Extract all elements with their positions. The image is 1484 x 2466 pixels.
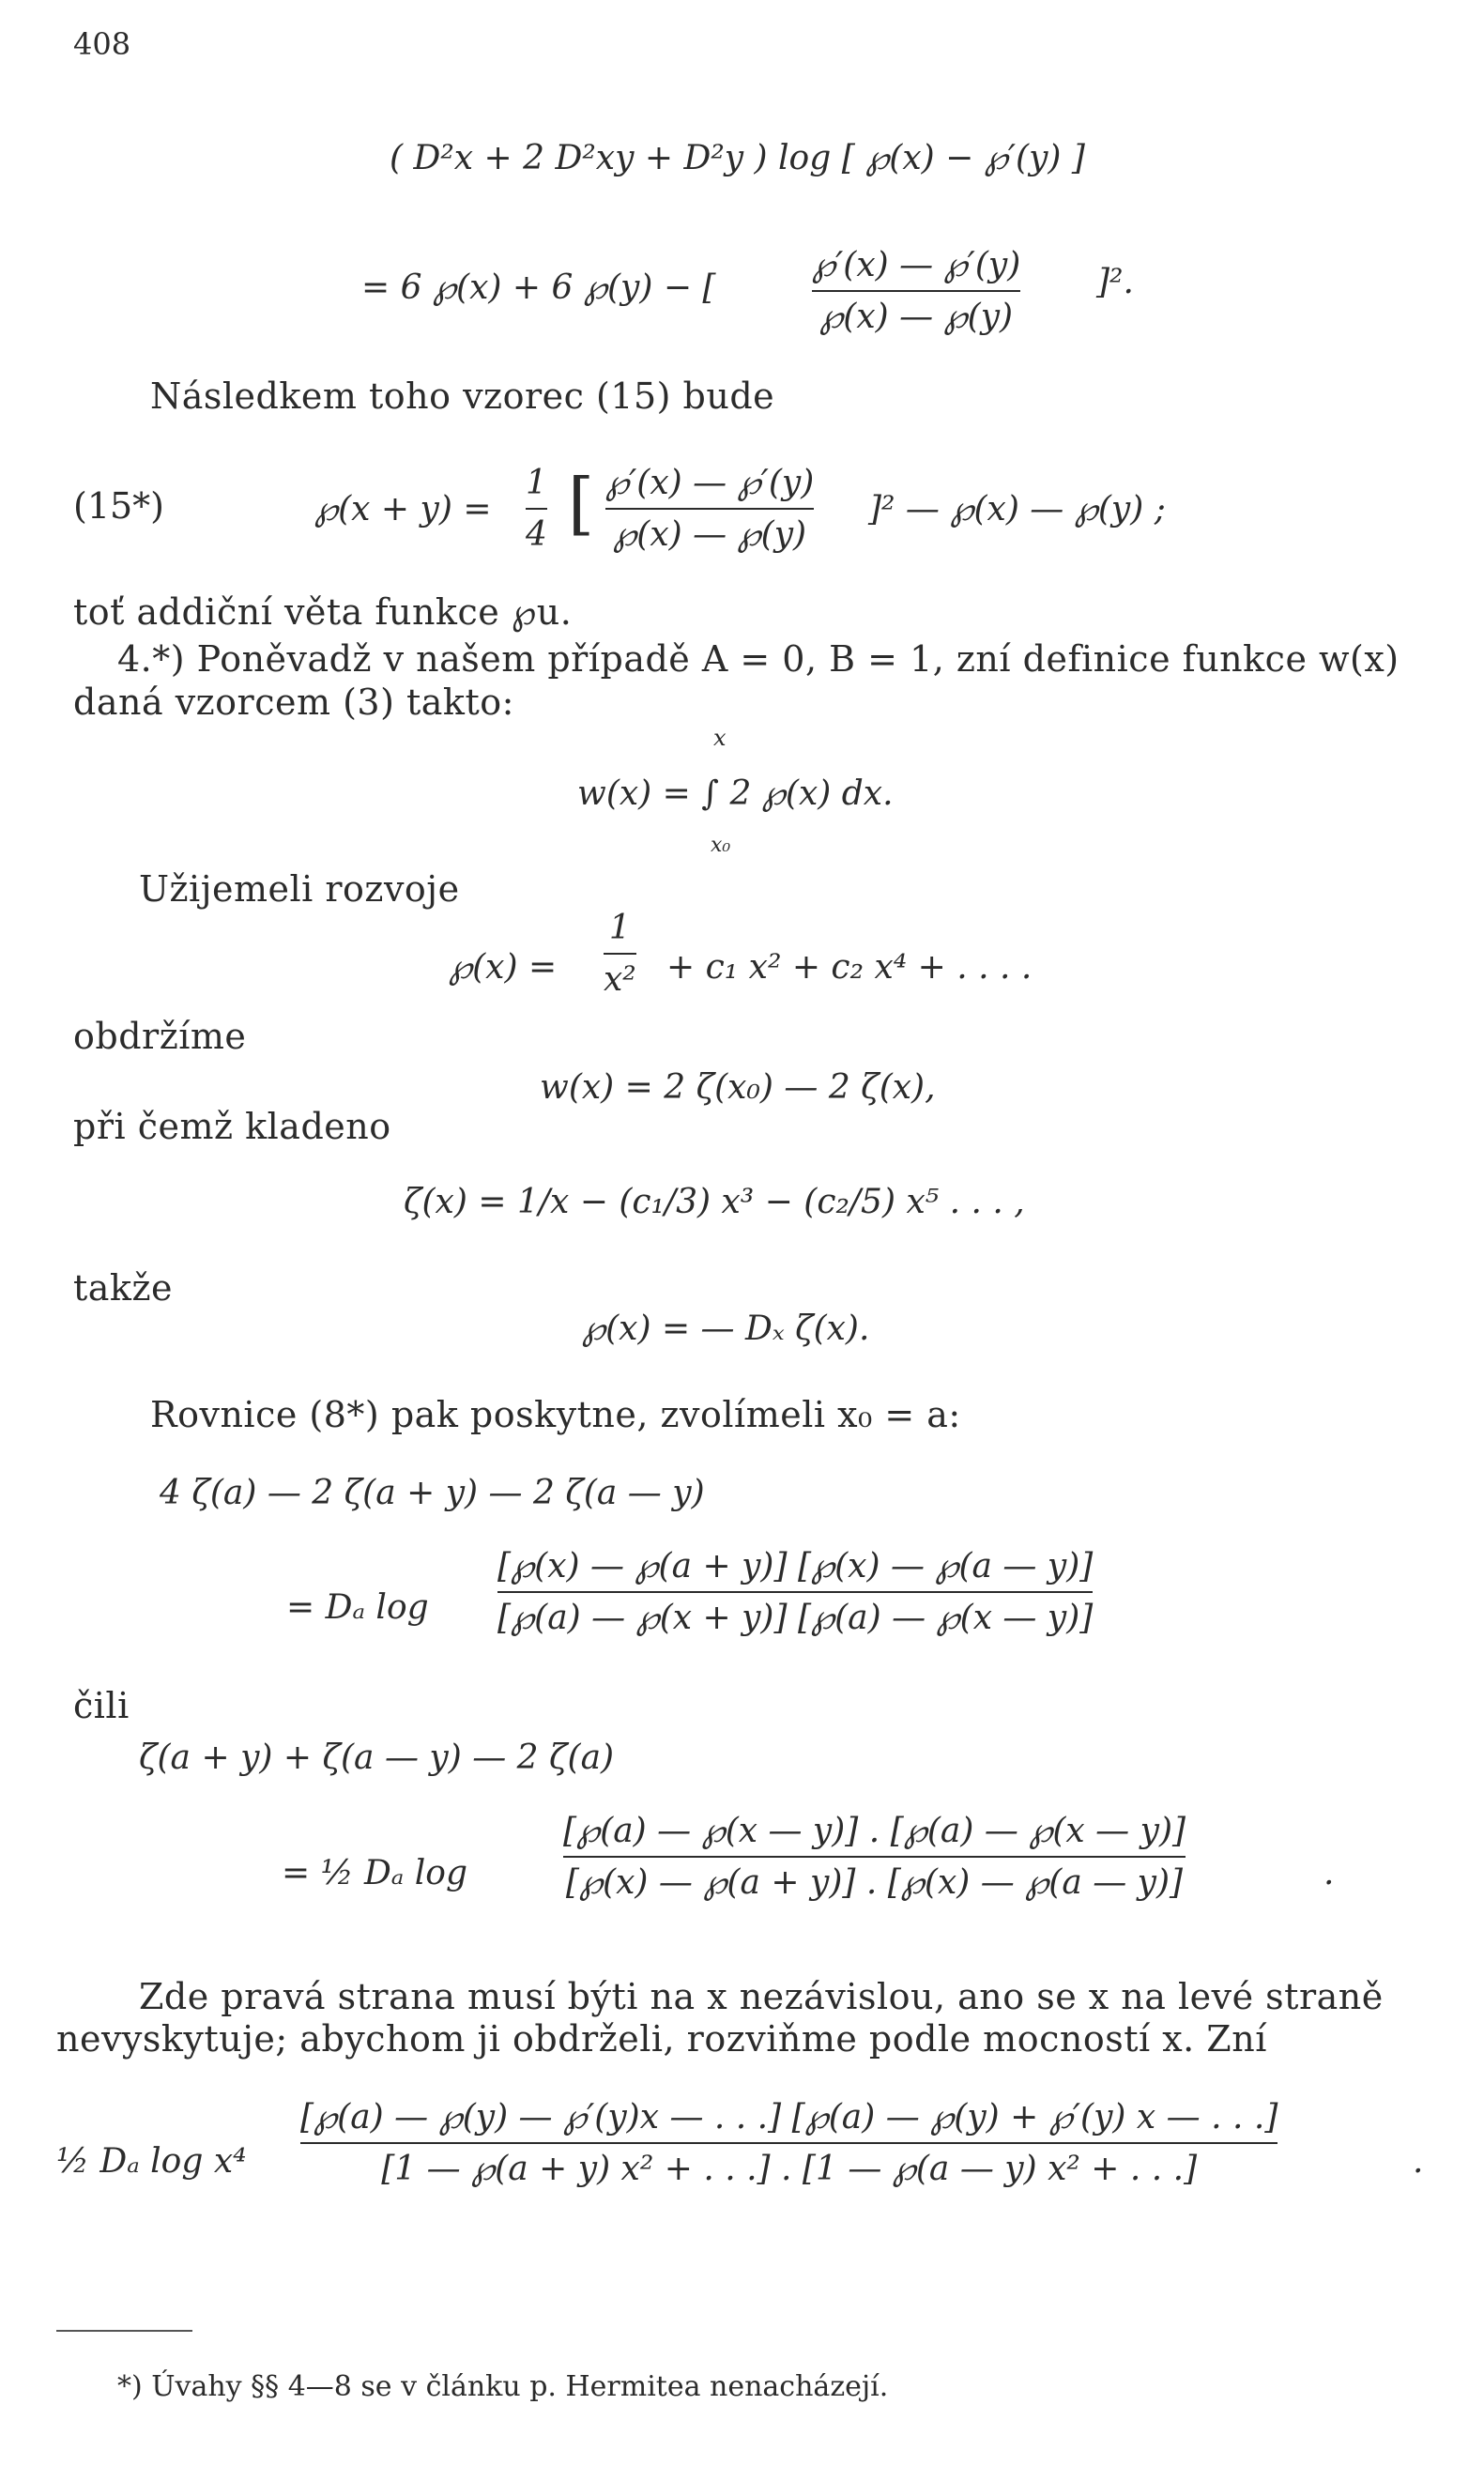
equation-9-line1: ζ(a + y) + ζ(a — y) — 2 ζ(a): [139, 1738, 615, 1777]
equation-10-fraction: [300, 2098, 1277, 2188]
fraction-numerator: [℘(a) — ℘(x — y)] . [℘(a) — ℘(x — y)]: [563, 1812, 1186, 1850]
page-number: 408: [73, 26, 131, 62]
fraction-bar: [526, 508, 547, 510]
equation-label-15: (15*): [73, 485, 165, 527]
fraction-numerator: 1: [608, 909, 631, 947]
equation-15-rest: ]² — ℘(x) — ℘(y) ;: [868, 490, 1166, 528]
equation-10-suffix: .: [1413, 2142, 1424, 2181]
fraction-bar: [605, 508, 814, 510]
fraction-bar: [497, 1591, 1093, 1593]
paragraph-equation-8: Rovnice (8*) pak poskytne, zvolímeli x₀ = a:: [150, 1394, 961, 1435]
equation-9-suffix: .: [1323, 1854, 1335, 1892]
equation-p-lhs: ℘(x) =: [449, 948, 558, 987]
fraction-numerator: ℘′(x) — ℘′(y): [605, 464, 815, 502]
integral-upper-limit: x: [713, 725, 727, 751]
fraction-denominator: x²: [604, 960, 636, 999]
equation-top-line2-fraction: [812, 246, 1020, 336]
equation-w-integral: w(x) = ∫ 2 ℘(x) dx.: [577, 774, 894, 813]
coefficient-denominator: 4: [526, 515, 547, 554]
equation-top-line2-prefix: = 6 ℘(x) + 6 ℘(y) − [: [361, 268, 716, 307]
fraction-numerator: [℘(a) — ℘(y) — ℘′(y)x — . . .] [℘(a) — ℘(y) + ℘′(y) x — . . .]: [300, 2098, 1278, 2137]
paragraph-obtain: obdržíme: [73, 1016, 247, 1057]
paragraph-definition-line1: 4.*) Poněvadž v našem případě A = 0, B = 1, zní definice funkce w(x): [117, 638, 1400, 680]
fraction-denominator: [1 — ℘(a + y) x² + . . .] . [1 — ℘(a — y) x² + . . .]: [381, 2150, 1198, 2188]
integral-lower-limit: x₀: [711, 834, 731, 857]
equation-15-bracket-fraction: [605, 464, 814, 554]
equation-p-derivative: ℘(x) = — Dₓ ζ(x).: [582, 1310, 870, 1348]
equation-p-fraction: [604, 909, 636, 999]
paragraph-definition-line2: daná vzorcem (3) takto:: [73, 682, 514, 723]
equation-10-prefix: ½ Dₐ log x⁴: [56, 2142, 247, 2181]
paragraph-independence-line2: nevyskytuje; abychom ji obdrželi, rozviňme podle mocností x. Zní: [56, 2018, 1267, 2060]
equation-9-fraction: [563, 1812, 1186, 1902]
fraction-bar: [300, 2142, 1277, 2144]
footnote-rule: [56, 2330, 192, 2332]
fraction-denominator: [℘(a) — ℘(x + y)] [℘(a) — ℘(x — y)]: [497, 1599, 1094, 1637]
equation-zeta-series: ζ(x) = 1/x − (c₁/3) x³ − (c₂/5) x⁵ . . . ,: [404, 1183, 1025, 1221]
fraction-denominator: ℘(x) — ℘(y): [613, 515, 807, 554]
paragraph-use-expansion: Užijemeli rozvoje: [139, 868, 460, 910]
fraction-denominator: [℘(x) — ℘(a + y)] . [℘(x) — ℘(a — y)]: [565, 1863, 1184, 1902]
fraction-numerator: ℘′(x) — ℘′(y): [812, 246, 1021, 284]
paragraph-so-that: takže: [73, 1267, 173, 1309]
equation-w-zeta: w(x) = 2 ζ(x₀) — 2 ζ(x),: [540, 1068, 936, 1107]
equation-8-line1: 4 ζ(a) — 2 ζ(a + y) — 2 ζ(a — y): [160, 1474, 705, 1512]
coefficient-numerator: 1: [526, 464, 547, 502]
footnote: *) Úvahy §§ 4—8 se v článku p. Hermitea nenacházejí.: [117, 2370, 889, 2403]
paragraph-independence-line1: Zde pravá strana musí býti na x nezávislou, ano se x na levé straně: [139, 1976, 1384, 2017]
paragraph-or: čili: [73, 1685, 130, 1726]
fraction-numerator: [℘(x) — ℘(a + y)] [℘(x) — ℘(a — y)]: [497, 1547, 1094, 1585]
paragraph-where: při čemž kladeno: [73, 1106, 391, 1147]
fraction-bar: [563, 1856, 1186, 1858]
equation-15-open-bracket: [: [568, 464, 595, 543]
equation-p-rest: + c₁ x² + c₂ x⁴ + . . . .: [666, 948, 1033, 987]
equation-top-line1: ( D²x + 2 D²xy + D²y ) log [ ℘(x) − ℘′(y) ]: [390, 139, 1085, 177]
paragraph-addition-theorem: toť addiční věta funkce ℘u.: [73, 591, 573, 633]
equation-8-fraction: [497, 1547, 1093, 1637]
equation-top-line2-suffix: ]².: [1096, 263, 1134, 301]
equation-15-lhs: ℘(x + y) =: [314, 490, 492, 528]
equation-15-coefficient: [526, 464, 547, 554]
paragraph-consequence: Následkem toho vzorec (15) bude: [150, 375, 775, 417]
equation-9-prefix: = ½ Dₐ log: [282, 1854, 467, 1892]
fraction-bar: [604, 953, 636, 955]
fraction-bar: [812, 290, 1020, 292]
fraction-denominator: ℘(x) — ℘(y): [819, 298, 1014, 336]
equation-8-prefix: = Dₐ log: [286, 1588, 429, 1627]
